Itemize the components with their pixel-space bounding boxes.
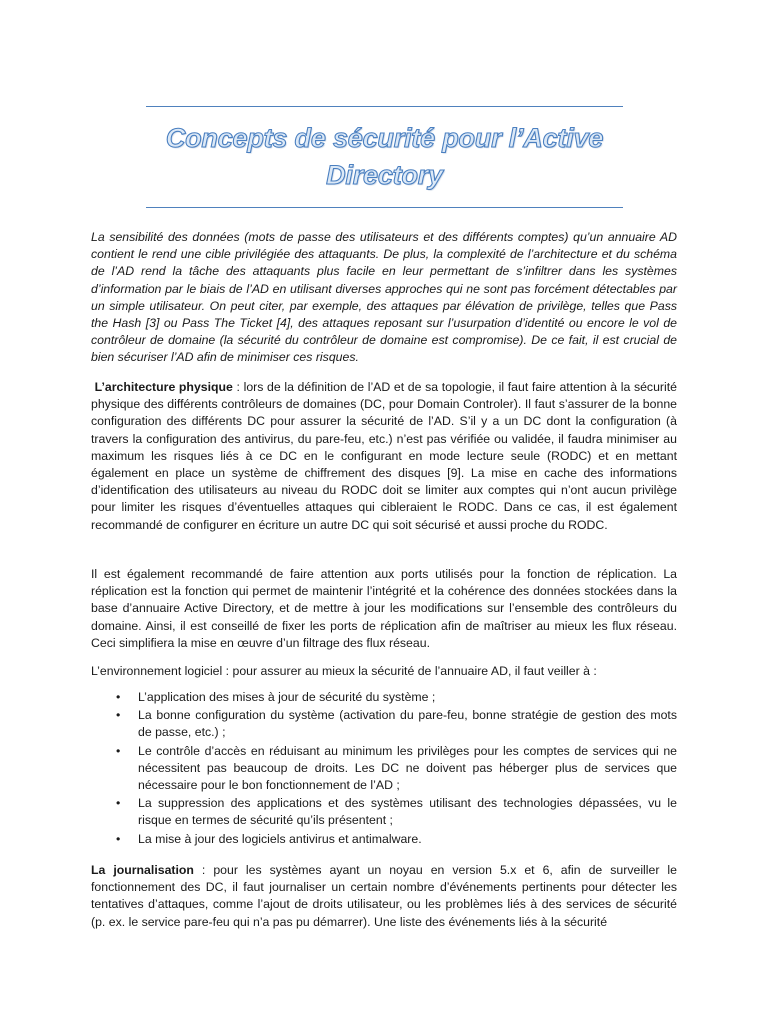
list-item <box>91 831 677 848</box>
software-environment-list <box>91 689 677 849</box>
architecture-text: : lors de la définition de l’AD et de sa topologie, il faut faire attention à la sécurité physique des différents contrôleurs de domaines (DC, pour Domain Controler). Il faut s’assurer de la bonne configuration des différents DC pour assurer la sécurité de l’AD. S’il y a un DC dont la configuration (à travers la configuration des antivirus, du pare-feu, etc.) n’est pas vérifiée ou validée, il faudra minimiser au maximum les risques liés à ce DC en le configurant en mode lecture seule (RODC) et en mettant également en place un système de chiffrement des disques [9]. La mise en cache des informations d’identification des utilisateurs au niveau du RODC doit se limiter aux comptes qui n’ont aucun privilège pour limiter les risques d’éventuelles attaques qui cibleraient le RODC. Dans ce cas, il est également recommandé de configurer en écriture un autre DC qui soit sécurisé et aussi proche du RODC. <box>91 380 678 532</box>
bullet-icon: • <box>116 796 121 811</box>
environment-paragraph: L’environnement logiciel : pour assurer au mieux la sécurité de l’annuaire AD, il faut veiller à : <box>91 664 597 678</box>
architecture-paragraph <box>91 379 677 534</box>
list-item-text: Le contrôle d’accès en réduisant au minimum les privilèges pour les comptes de services qui ne nécessitent pas beaucoup de droits. Les DC ne doivent pas héberger plus de services que nécessaire pour le bon fonctionnement de l’AD ; <box>138 743 677 793</box>
title-line-2: Directory <box>326 160 443 190</box>
replication-paragraph: Il est également recommandé de faire attention aux ports utilisés pour la fonction de réplication. La réplication est la fonction qui permet de maintenir l’intégrité et la cohérence des données stockées dans la base d’annuaire Active Directory, et de mettre à jour les modifications sur l’ensemble des contrôleurs du domaine. Ainsi, il est conseillé de fixer les ports de réplication afin de maîtriser au mieux les flux réseau. Ceci simplifiera la mise en œuvre d’un filtrage des flux réseau. <box>91 567 677 650</box>
title-top-rule <box>146 106 623 107</box>
title-line-1: Concepts de sécurité pour l’Active <box>165 123 604 153</box>
list-item-text: L’application des mises à jour de sécurité du système ; <box>138 690 436 704</box>
journalisation-text: : pour les systèmes ayant un noyau en version 5.x et 6, afin de surveiller le fonctionnement des DC, il faut journaliser un certain nombre d’événements pertinents pour détecter les tentatives d’attaques, comme l’ajout de droits utilisateur, ou les problèmes liés à des services de sécurité (p. ex. le service pare-feu qui n’a pas pu démarrer). Une liste des événements liés à la sécurité <box>91 863 677 929</box>
bullet-icon: • <box>116 690 121 704</box>
list-item-text: La bonne configuration du système (activation du pare-feu, bonne stratégie de gestion des mots de passe, etc.) ; <box>138 708 677 740</box>
list-item <box>91 707 677 741</box>
list-item <box>91 689 677 706</box>
title-bottom-rule <box>146 207 623 208</box>
list-item-text: La suppression des applications et des systèmes utilisant des technologies dépassées, vu le risque en termes de sécurité qu’ils présentent ; <box>138 796 677 828</box>
architecture-heading: L’architecture physique <box>94 380 233 394</box>
document-title <box>146 120 623 194</box>
bullet-icon: • <box>116 831 121 846</box>
journalisation-paragraph <box>91 862 677 931</box>
bullet-icon: • <box>116 708 121 723</box>
list-item-text: La mise à jour des logiciels antivirus et antimalware. <box>138 831 422 846</box>
intro-paragraph: La sensibilité des données (mots de passe des utilisateurs et des différents comptes) qu’un annuaire AD contient le rend une cible privilégiée des attaquants. De plus, la complexité de l’architecture et du schéma de l’AD rend la tâche des attaquants plus facile en leur permettant de s’infiltrer dans les systèmes d’information par le biais de l’AD en utilisant diverses approches qui ne sont pas forcément détectables par un simple utilisateur. On peut citer, par exemple, des attaques par élévation de privilège, telles que Pass the Hash [3] ou Pass The Ticket [4], des attaques reposant sur l’usurpation d’identité ou encore le vol de contrôleur de domaine (la sécurité du contrôleur de domaine est compromise). De ce fait, il est crucial de bien sécuriser l’AD afin de minimiser ces risques. <box>91 230 677 365</box>
list-item <box>91 795 677 829</box>
bullet-icon: • <box>116 743 121 758</box>
journalisation-heading: La journalisation <box>91 863 194 877</box>
list-item <box>91 743 677 795</box>
